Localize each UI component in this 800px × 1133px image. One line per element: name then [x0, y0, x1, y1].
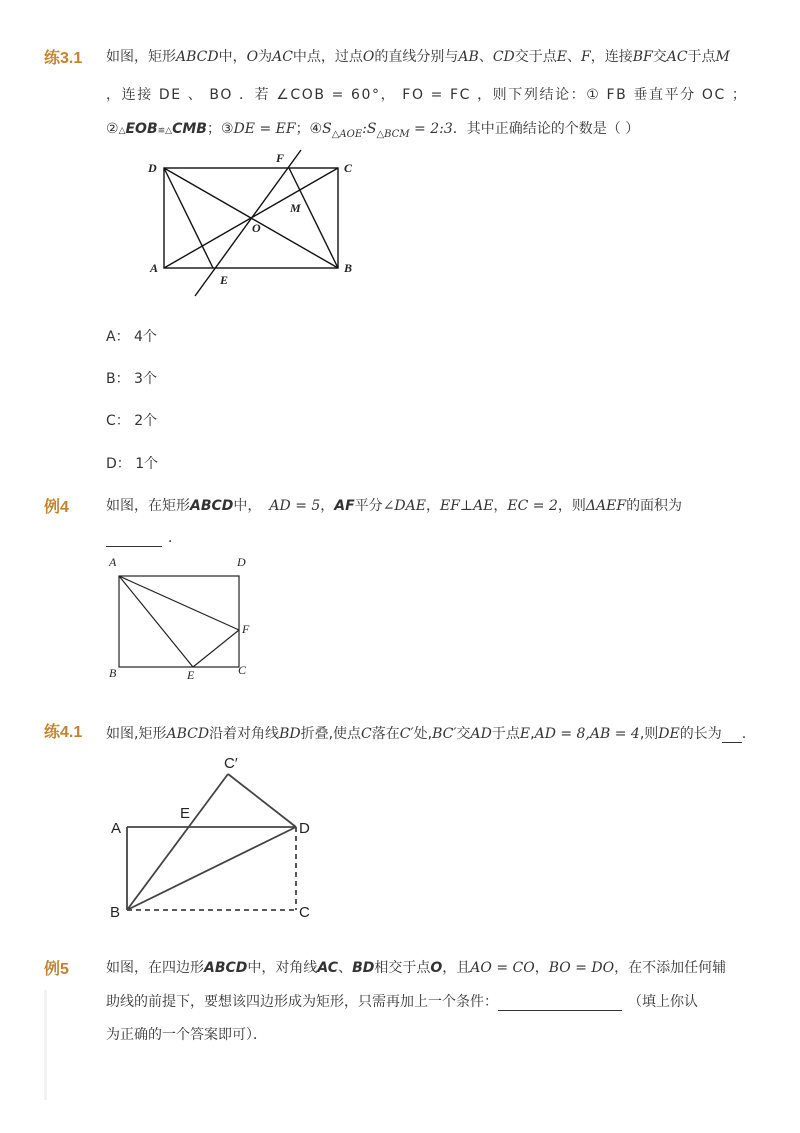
ex4-vertex-a: A: [109, 555, 117, 569]
q31-point-m: M: [290, 201, 301, 215]
q41-diagonal-bd: [127, 827, 296, 910]
q41-vertex-d: D: [299, 820, 310, 837]
ex4-vertex-b: B: [109, 666, 117, 680]
ex4-point-f: F: [242, 622, 250, 636]
q31-vertex-b: B: [344, 261, 353, 275]
option-d[interactable]: D： 1个: [106, 456, 159, 472]
question-label-3-1: 练3.1: [44, 50, 83, 67]
question-label-4-1: 练4.1: [44, 724, 83, 741]
ex4-vertex-c: C: [238, 663, 247, 677]
q41-point-c-prime: C′: [224, 755, 238, 772]
example-label-5: 例5: [44, 961, 69, 978]
ex4-text-line-1: 如图，在矩形ABCD中， AD = 5，AF平分∠DAE，EF⊥AE，EC = 2，则ΔAEF的面积为: [106, 498, 683, 514]
ex4-text-line-2: ．: [106, 527, 182, 547]
ex5-text-line-3: 为正确的一个答案即可）．: [106, 1027, 267, 1043]
ex4-vertex-d: D: [237, 555, 246, 569]
q31-point-e: E: [220, 273, 229, 287]
q41-text-line-1: 如图,矩形ABCD沿着对角线BD折叠,使点C落在C′处,BC′交AD于点E,AD = 8,AB = 4,则DE的长为 .: [106, 726, 747, 742]
q31-text-line-2: ，连接 DE 、 BO ．若 ∠COB = 60°， FO = FC ，则下列结论：① FB 垂直平分 OC ；: [106, 87, 748, 103]
q31-text-line-3: ②△EOB≌△CMB；③DE = EF；$④S_{\triangle AOE}:S_{\triangle BCM}$ = 2:3．其中正确结论的个数是（ ）: [106, 121, 640, 140]
q41-vertex-b: B: [110, 904, 121, 921]
option-b[interactable]: B： 3个: [106, 371, 157, 387]
q41-vertex-a: A: [111, 820, 122, 837]
q31-vertex-d: D: [148, 161, 157, 175]
q31-text-line-1: 如图，矩形ABCD中，O为AC中点，过点O的直线分别与AB、CD交于点E、F，连接BF交AC于点M: [106, 49, 730, 65]
q41-point-e: E: [180, 805, 191, 822]
q41-segment-bcp: [127, 774, 228, 910]
ex5-text-line-1: 如图，在四边形ABCD中，对角线AC、BD相交于点O，且AO = CO，BO = DO，在不添加任何辅: [106, 960, 727, 976]
q31-vertex-c: C: [344, 161, 353, 175]
ex5-answer-blank[interactable]: [498, 996, 622, 1011]
q41-segment-cpd: [228, 774, 296, 827]
page-margin-bar: [44, 990, 47, 1100]
option-a[interactable]: A： 4个: [106, 329, 157, 345]
ex4-point-e: E: [187, 668, 195, 682]
q31-point-o: O: [252, 221, 261, 235]
q31-vertex-f: F: [276, 151, 285, 165]
option-c[interactable]: C： 2个: [106, 413, 158, 429]
q31-vertex-a: A: [150, 261, 159, 275]
q41-vertex-c: C: [299, 904, 310, 921]
ex5-text-line-2: 助线的前提下，要想该四边形成为矩形，只需再加上一个条件： （填上你认: [106, 994, 698, 1010]
example-label-4: 例4: [44, 499, 69, 516]
